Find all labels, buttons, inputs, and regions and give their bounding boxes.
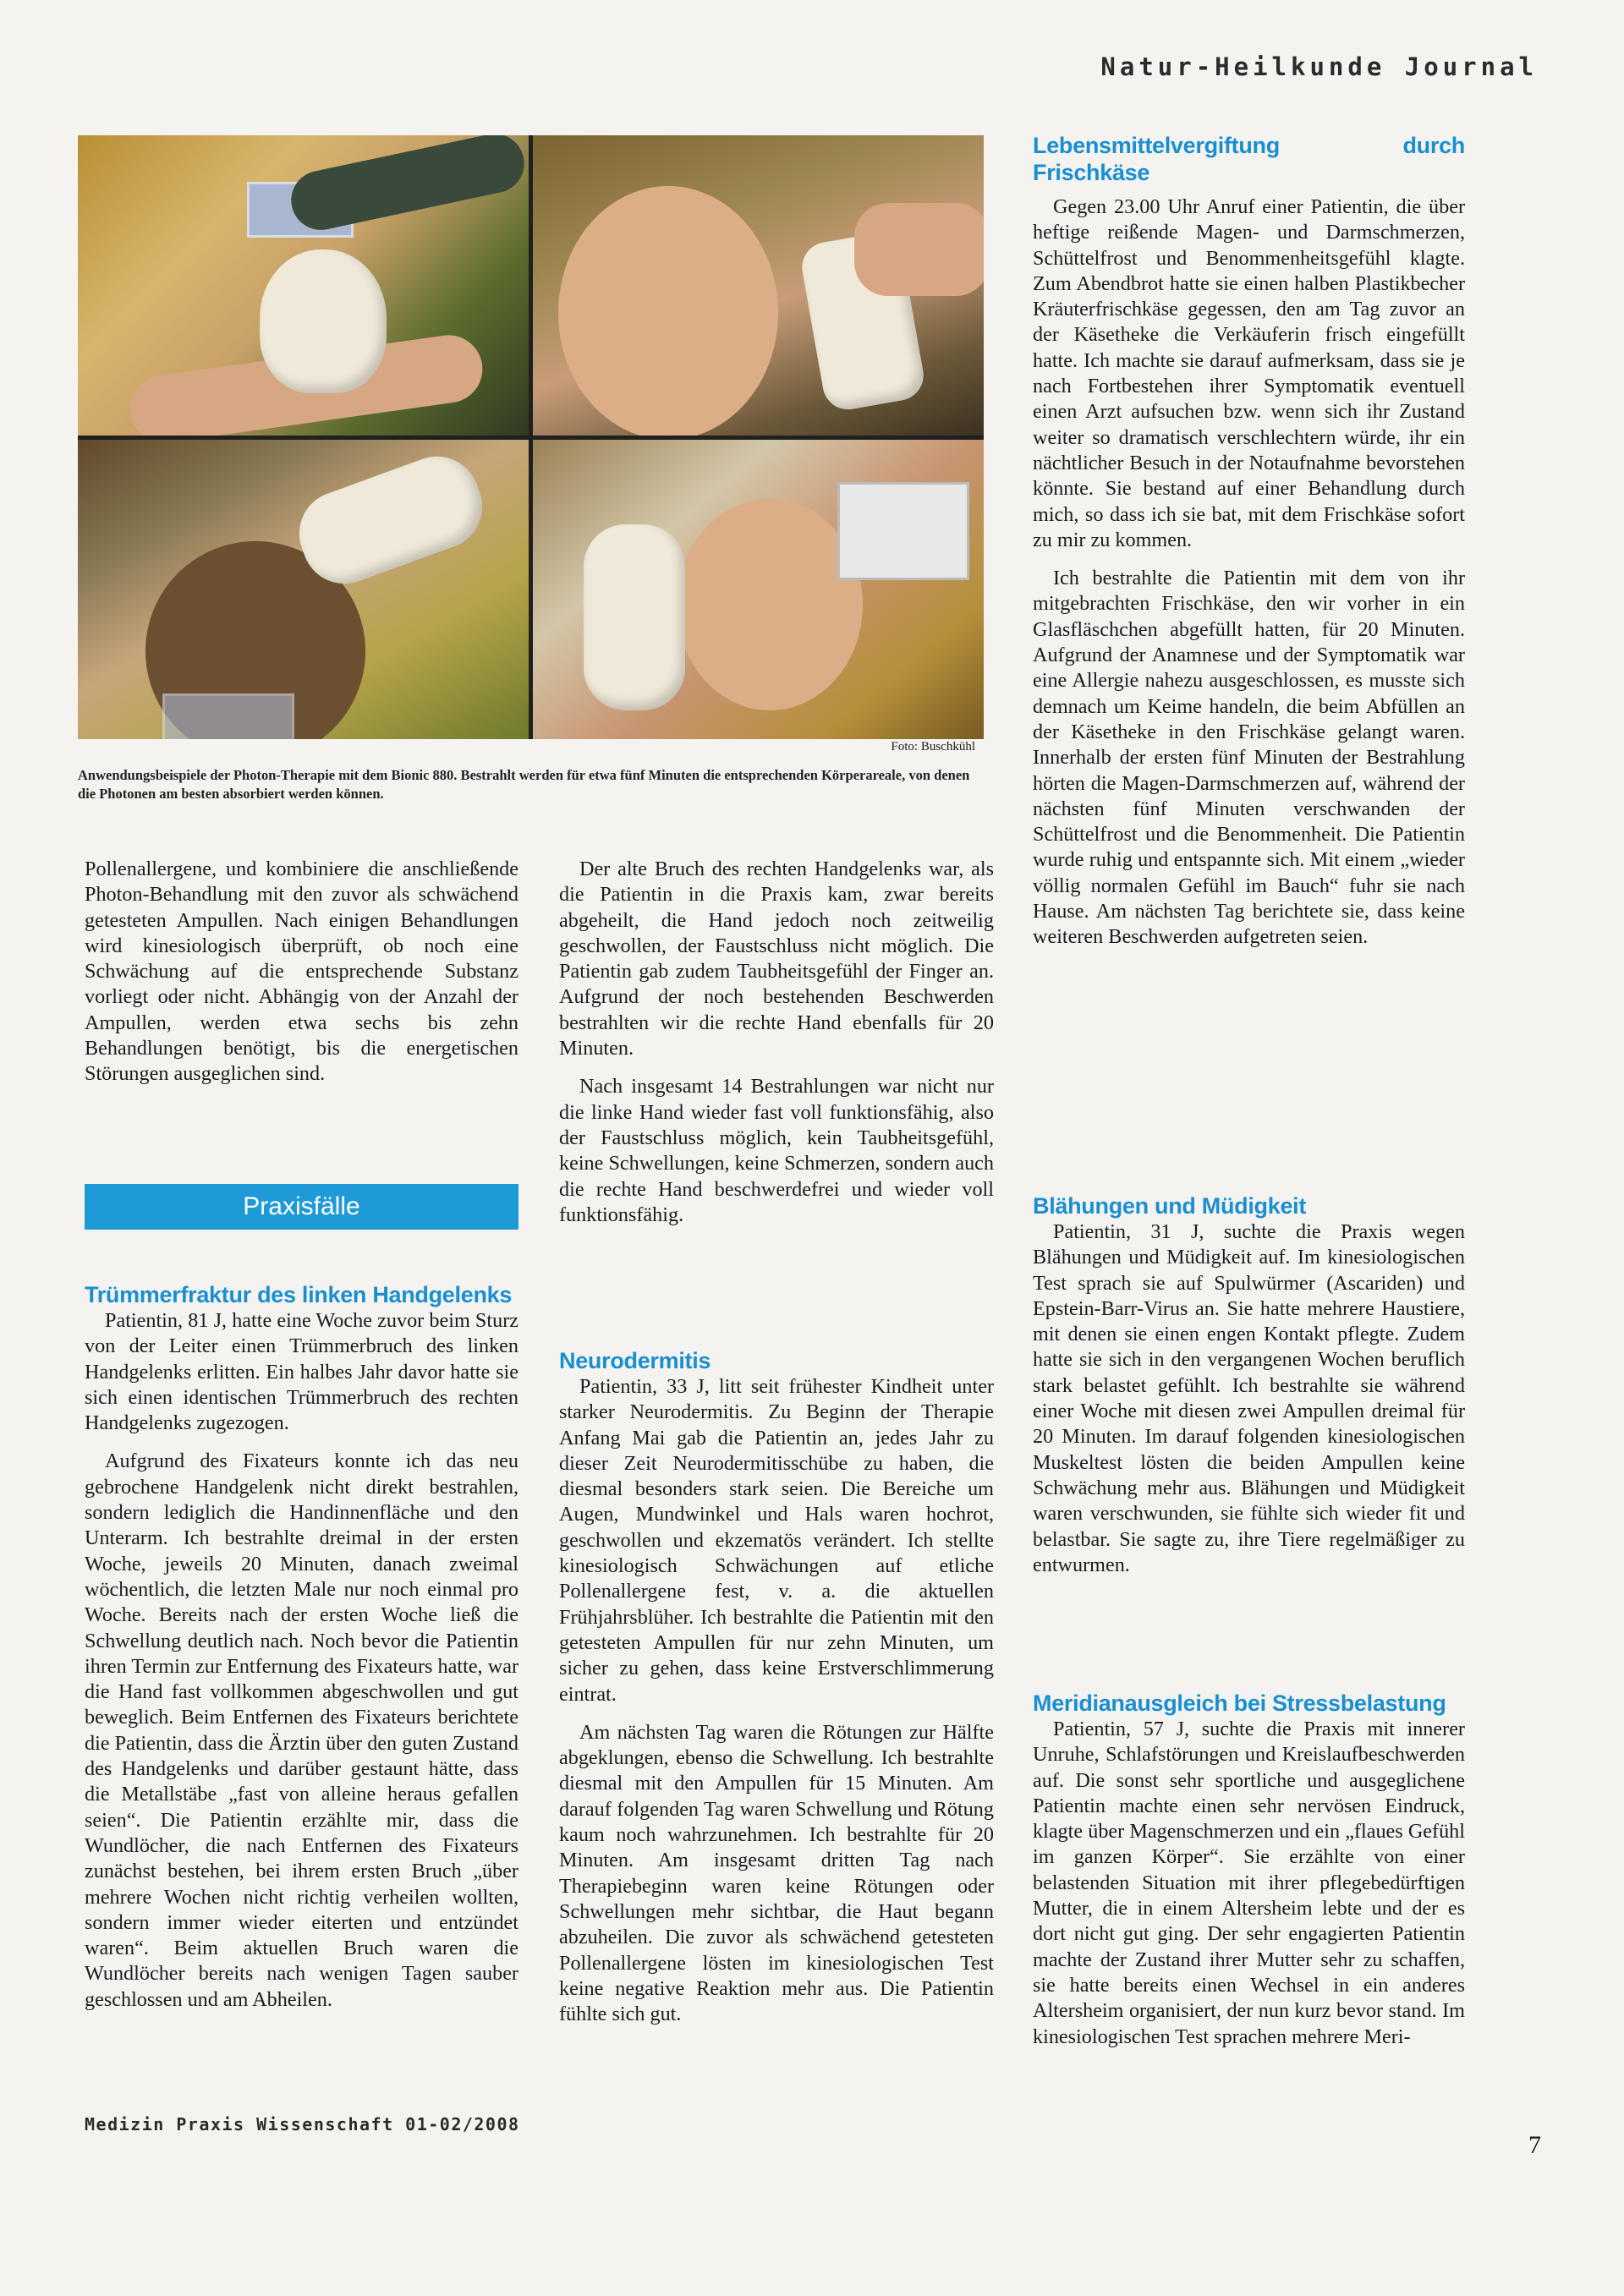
photo-figure <box>78 135 984 739</box>
section-bar-praxisfaelle: Praxisfälle <box>85 1184 518 1230</box>
page-number: 7 <box>1528 2131 1541 2159</box>
paragraph: Pollenallergene, und kombiniere die anschließende Photon-Behandlung mit den zuvor als schwächend getesteten Ampullen. Nach einigen Behandlungen wird kinesiologisch überprüft, ob noch eine Schwächung auf die entsprechende Substanz vorliegt oder nicht. Abhängig von der Anzahl der Ampullen, werden etwa sechs bis zehn Behandlungen benötigt, bis die energetischen Störungen ausgeglichen sind. <box>85 858 518 1086</box>
paragraph: Patientin, 31 J, suchte die Praxis wegen Blähungen und Müdigkeit auf. Im kinesiologischen Test sprach sie auf Spulwürmer (Ascariden) und Epstein-Barr-Virus an. Sie hatte mehrere Haustiere, mit denen sie einen engen Kontakt pflegte. Zudem hatte sie sich in den vergangenen Wochen beruflich stark belastet gefühlt. Ich bestrahlte sie während einer Woche mit diesen zwei Ampullen dreimal für 20 Minuten. Im darauf folgenden kinesiologischen Muskeltest lösten die beiden Ampullen keine Schwächung mehr aus. Blähungen und Müdigkeit waren verschwunden, sie fühlte sich wieder fit und belastbar. Sie sagte zu, ihre Tiere regelmäßiger zu entwurmen. <box>1033 1220 1465 1576</box>
heading-truemmerfraktur: Trümmerfraktur des linken Handgelenks <box>85 1282 513 1307</box>
photo-neck-treatment <box>78 440 529 740</box>
paragraph: Patientin, 57 J, suchte die Praxis mit innerer Unruhe, Schlafstörungen und Kreislaufbeschwerden auf. Die sonst sehr sportliche und ausgeglichene Patientin machte einen sehr nervösen Eindruck, klagte über Magenschmerzen und ein „flaues Gefühl im ganzen Körper“. Sie erzählte von einer belastenden Situation mit ihrer pflegebedürftigen Mutter, die in einem Altersheim lebte und der es dort nicht gut ging. Der sehr engagierten Patientin machte der Zustand ihrer Mutter sehr zu schaffen, sie hatte bereits einen Wechsel in ein anderes Altersheim organisiert, der nun kurz bevor stand. Im kinesiologischen Test sprachen mehrere Meri- <box>1033 1718 1465 2048</box>
figure-caption: Anwendungsbeispiele der Photon-Therapie mit dem Bionic 880. Bestrahlt werden für etwa fünf Minuten die entsprechenden Körperareale, von denen die Photonen am besten absorbiert werden können. <box>78 767 970 802</box>
column-1-intro <box>85 857 518 1088</box>
paragraph: Nach insgesamt 14 Bestrahlungen war nicht nur die linke Hand wieder fast voll funktionsfähig, also der Faustschluss möglich, kein Taubheitsgefühl, keine Schwellungen, keine Schmerzen, sondern auch die rechte Hand beschwerdefrei und wieder voll funktionsfähig. <box>559 1075 994 1226</box>
paragraph: Aufgrund des Fixateurs konnte ich das neu gebrochene Handgelenk nicht direkt bestrahlen, sondern lediglich die Handinnenfläche und den Unterarm. Ich bestrahlte dreimal in der ersten Woche, jeweils 20 Minuten, danach zweimal wöchentlich, die letzten Male nur noch einmal pro Woche. Bereits nach der ersten Woche ließ die Schwellung deutlich nach. Noch bevor die Patientin ihren Termin zur Entfernung des Fixateurs hatte, war die Hand fast vollkommen abgeschwollen und gut beweglich. Beim Entfernen des Fixateurs berichtete die Patientin, dass die Ärztin über den guten Zustand des Handgelenks und darüber gestaunt hätte, dass die Metallstäbe „fast von alleine heraus gefallen seien“. Die Patientin erzählte mir, dass die Wundlöcher, die nach Entfernen des Fixateurs zunächst bestehen, bei ihrem ersten Bruch „über mehrere Wochen nicht richtig verheilen wollten, sondern immer wieder eiterten und entzündet waren“. Beim aktuellen Bruch waren die Wundlöcher bereits nach wenigen Tagen sauber geschlossen und am Abheilen. <box>85 1449 518 2011</box>
column-2-top <box>559 857 994 1228</box>
column-3-lebensmittel <box>1033 133 1465 951</box>
photo-credit: Foto: Buschkühl <box>891 740 975 753</box>
paragraph: Patientin, 81 J, hatte eine Woche zuvor beim Sturz von der Leiter einen Trümmerbruch des linken Handgelenks erlitten. Ein halbes Jahr davor hatte sie sich einen identischen Trümmerbruch des rechten Handgelenks zugezogen. <box>85 1309 518 1435</box>
photo-ear-treatment <box>533 440 984 740</box>
column-3-meridian <box>1033 1690 1465 2050</box>
heading-meridianausgleich: Meridianausgleich bei Stressbelastung <box>1033 1690 1446 1716</box>
paragraph: Gegen 23.00 Uhr Anruf einer Patientin, die über heftige reißende Magen- und Darmschmerzen, Schüttelfrost und Benommenheitsgefühl klagte. Zum Abendbrot hatte sie einen halben Plastikbecher Kräuterfrischkäse gegessen, den am Tag zuvor an der Käsetheke die Verkäuferin frisch eingefüllt hatte. Ich machte sie darauf aufmerksam, dass sie je nach Fortbestehen ihrer Symptomatik eventuell einen Arzt aufsuchen bzw. wenn sich ihr Zustand weiter so dramatisch verschlechtern würde, ihr ein nächtlicher Besuch in der Notaufnahme bevorstehen könnte. Sie bestand auf einer Behandlung durch mich, so dass ich sie bat, mit dem Frischkäse sofort zu mir zu kommen. <box>1033 195 1465 551</box>
photo-forehead-treatment <box>533 135 984 436</box>
heading-lebensmittelvergiftung: Lebensmittelvergiftung durch Frischkäse <box>1033 133 1465 185</box>
paragraph: Der alte Bruch des rechten Handgelenks war, als die Patientin in die Praxis kam, zwar bereits abgeheilt, die Hand jedoch noch zeitweilig geschwollen, der Faustschluss nicht möglich. Die Patientin gab zudem Taubheitsgefühl der Finger an. Aufgrund der noch bestehenden Beschwerden bestrahlten wir die rechte Hand ebenfalls für 20 Minuten. <box>559 858 994 1060</box>
column-2-neurodermitis <box>559 1347 994 2027</box>
column-1-case <box>85 1281 518 2013</box>
footer-publication: Medizin Praxis Wissenschaft 01-02/2008 <box>85 2114 520 2134</box>
heading-blaehungen: Blähungen und Müdigkeit <box>1033 1193 1307 1219</box>
paragraph: Patientin, 33 J, litt seit frühester Kindheit unter starker Neurodermitis. Zu Beginn der Therapie Anfang Mai gab die Patientin an, jedes Jahr zu dieser Zeit Neurodermitisschübe zu haben, die diesmal besonders stark seien. Die Bereiche um Augen, Mundwinkel und Hals waren hochrot, geschwollen und ekzematös verändert. Ich stellte kinesiologisch Schwächungen auf etliche Pollenallergene fest, v. a. die aktuellen Frühjahrsblüher. Ich bestrahlte die Patientin mit den getesteten Ampullen für nur zehn Minuten, um sicher zu gehen, dass keine Erstverschlimmerung eintrat. <box>559 1375 994 1706</box>
heading-neurodermitis: Neurodermitis <box>559 1348 711 1373</box>
paragraph: Am nächsten Tag waren die Rötungen zur Hälfte abgeklungen, ebenso die Schwellung. Ich bestrahlte diesmal mit den Ampullen für 15 Minuten. Am darauf folgenden Tag waren Schwellung und Rötung kaum noch wahrzunehmen. Ich bestrahlte für 20 Minuten. Am insgesamt dritten Tag nach Therapiebeginn waren keine Rötungen oder Schwellungen mehr sichtbar, die Haut begann abzuheilen. Die zuvor als schwächend getesteten Pollenallergene lösten im kinesiologischen Test keine negative Reaktion mehr aus. Die Patientin fühlte sich gut. <box>559 1720 994 2026</box>
column-3-blaehungen <box>1033 1192 1465 1578</box>
paragraph: Ich bestrahlte die Patientin mit dem von ihr mitgebrachten Frischkäse, den wir vorher in ein Glasfläschchen abgefüllt hatten, für 20 Minuten. Aufgrund der Anamnese und der Symptomatik war eine Allergie nahezu ausgeschlossen, es musste sich demnach um Keime handeln, die beim Abfüllen an der Käsetheke in den Frischkäse gelangt waren. Innerhalb der ersten fünf Minuten der Bestrahlung hörten die Magen-Darmschmerzen auf, während der nächsten fünf Minuten verschwanden der Schüttelfrost und die Benommenheit. Die Patientin wurde ruhig und entspannte sich. Mit einem „wieder völlig normalen Gefühl im Bauch“ fuhr sie nach Hause. Am nächsten Tag berichtete sie, dass keine weiteren Beschwerden aufgetreten seien. <box>1033 567 1465 949</box>
journal-title: Natur-Heilkunde Journal <box>1100 52 1538 81</box>
photo-hand-treatment <box>78 135 529 436</box>
